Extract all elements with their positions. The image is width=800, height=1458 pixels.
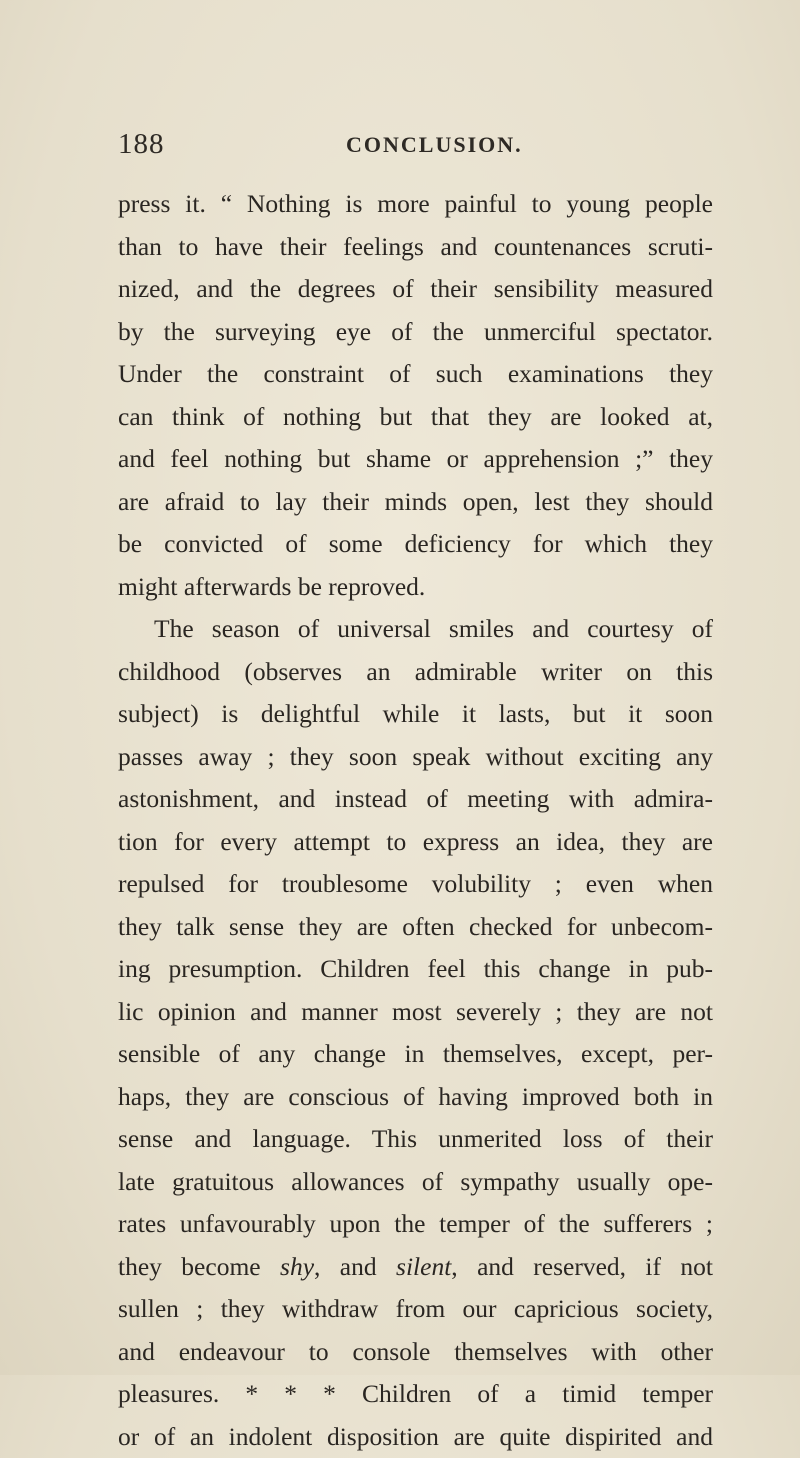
text-line-with-italics [118, 1246, 713, 1289]
italic-word-silent: silent [396, 1252, 451, 1281]
italic-word-shy: shy [280, 1252, 314, 1281]
running-head [118, 128, 718, 168]
text-segment: they become [118, 1252, 280, 1281]
text-line: or of an indolent disposition are quite dispirited and [118, 1416, 713, 1458]
text-line: sensible of any change in themselves, except, per- [118, 1033, 713, 1076]
text-line: childhood (observes an admirable writer on this [118, 651, 713, 694]
text-line: subject) is delightful while it lasts, but it soon [118, 693, 713, 736]
text-line: sullen ; they withdraw from our capricious society, [118, 1288, 713, 1331]
text-line: they talk sense they are often checked for unbecom- [118, 906, 713, 949]
paragraph-start-line: The season of universal smiles and courtesy of [118, 608, 713, 651]
text-line: nized, and the degrees of their sensibility measured [118, 268, 713, 311]
running-title: CONCLUSION. [346, 132, 523, 158]
text-line: might afterwards be reproved. [118, 566, 713, 609]
text-line: than to have their feelings and countenances scruti- [118, 226, 713, 269]
text-line: press it. “ Nothing is more painful to young people [118, 183, 713, 226]
text-line: are afraid to lay their minds open, lest they should [118, 481, 713, 524]
text-line: late gratuitous allowances of sympathy usually ope- [118, 1161, 713, 1204]
body-text [118, 183, 713, 1458]
text-line: haps, they are conscious of having improved both in [118, 1076, 713, 1119]
text-line: sense and language. This unmerited loss of their [118, 1118, 713, 1161]
text-line: passes away ; they soon speak without exciting any [118, 736, 713, 779]
text-line: can think of nothing but that they are looked at, [118, 396, 713, 439]
text-line: pleasures. * * * Children of a timid temper [118, 1373, 713, 1416]
text-line: and feel nothing but shame or apprehension ;” they [118, 438, 713, 481]
text-segment: , and reserved, if not [451, 1252, 713, 1281]
text-line: lic opinion and manner most severely ; they are not [118, 991, 713, 1034]
text-line: astonishment, and instead of meeting with admira- [118, 778, 713, 821]
text-line: Under the constraint of such examinations they [118, 353, 713, 396]
text-line: ing presumption. Children feel this change in pub- [118, 948, 713, 991]
text-line: and endeavour to console themselves with other [118, 1331, 713, 1374]
text-line: tion for every attempt to express an idea, they are [118, 821, 713, 864]
text-segment: , and [314, 1252, 396, 1281]
text-line: be convicted of some deficiency for which they [118, 523, 713, 566]
text-line: repulsed for troublesome volubility ; even when [118, 863, 713, 906]
text-line: by the surveying eye of the unmerciful spectator. [118, 311, 713, 354]
text-line: rates unfavourably upon the temper of the sufferers ; [118, 1203, 713, 1246]
page-number: 188 [118, 128, 165, 161]
